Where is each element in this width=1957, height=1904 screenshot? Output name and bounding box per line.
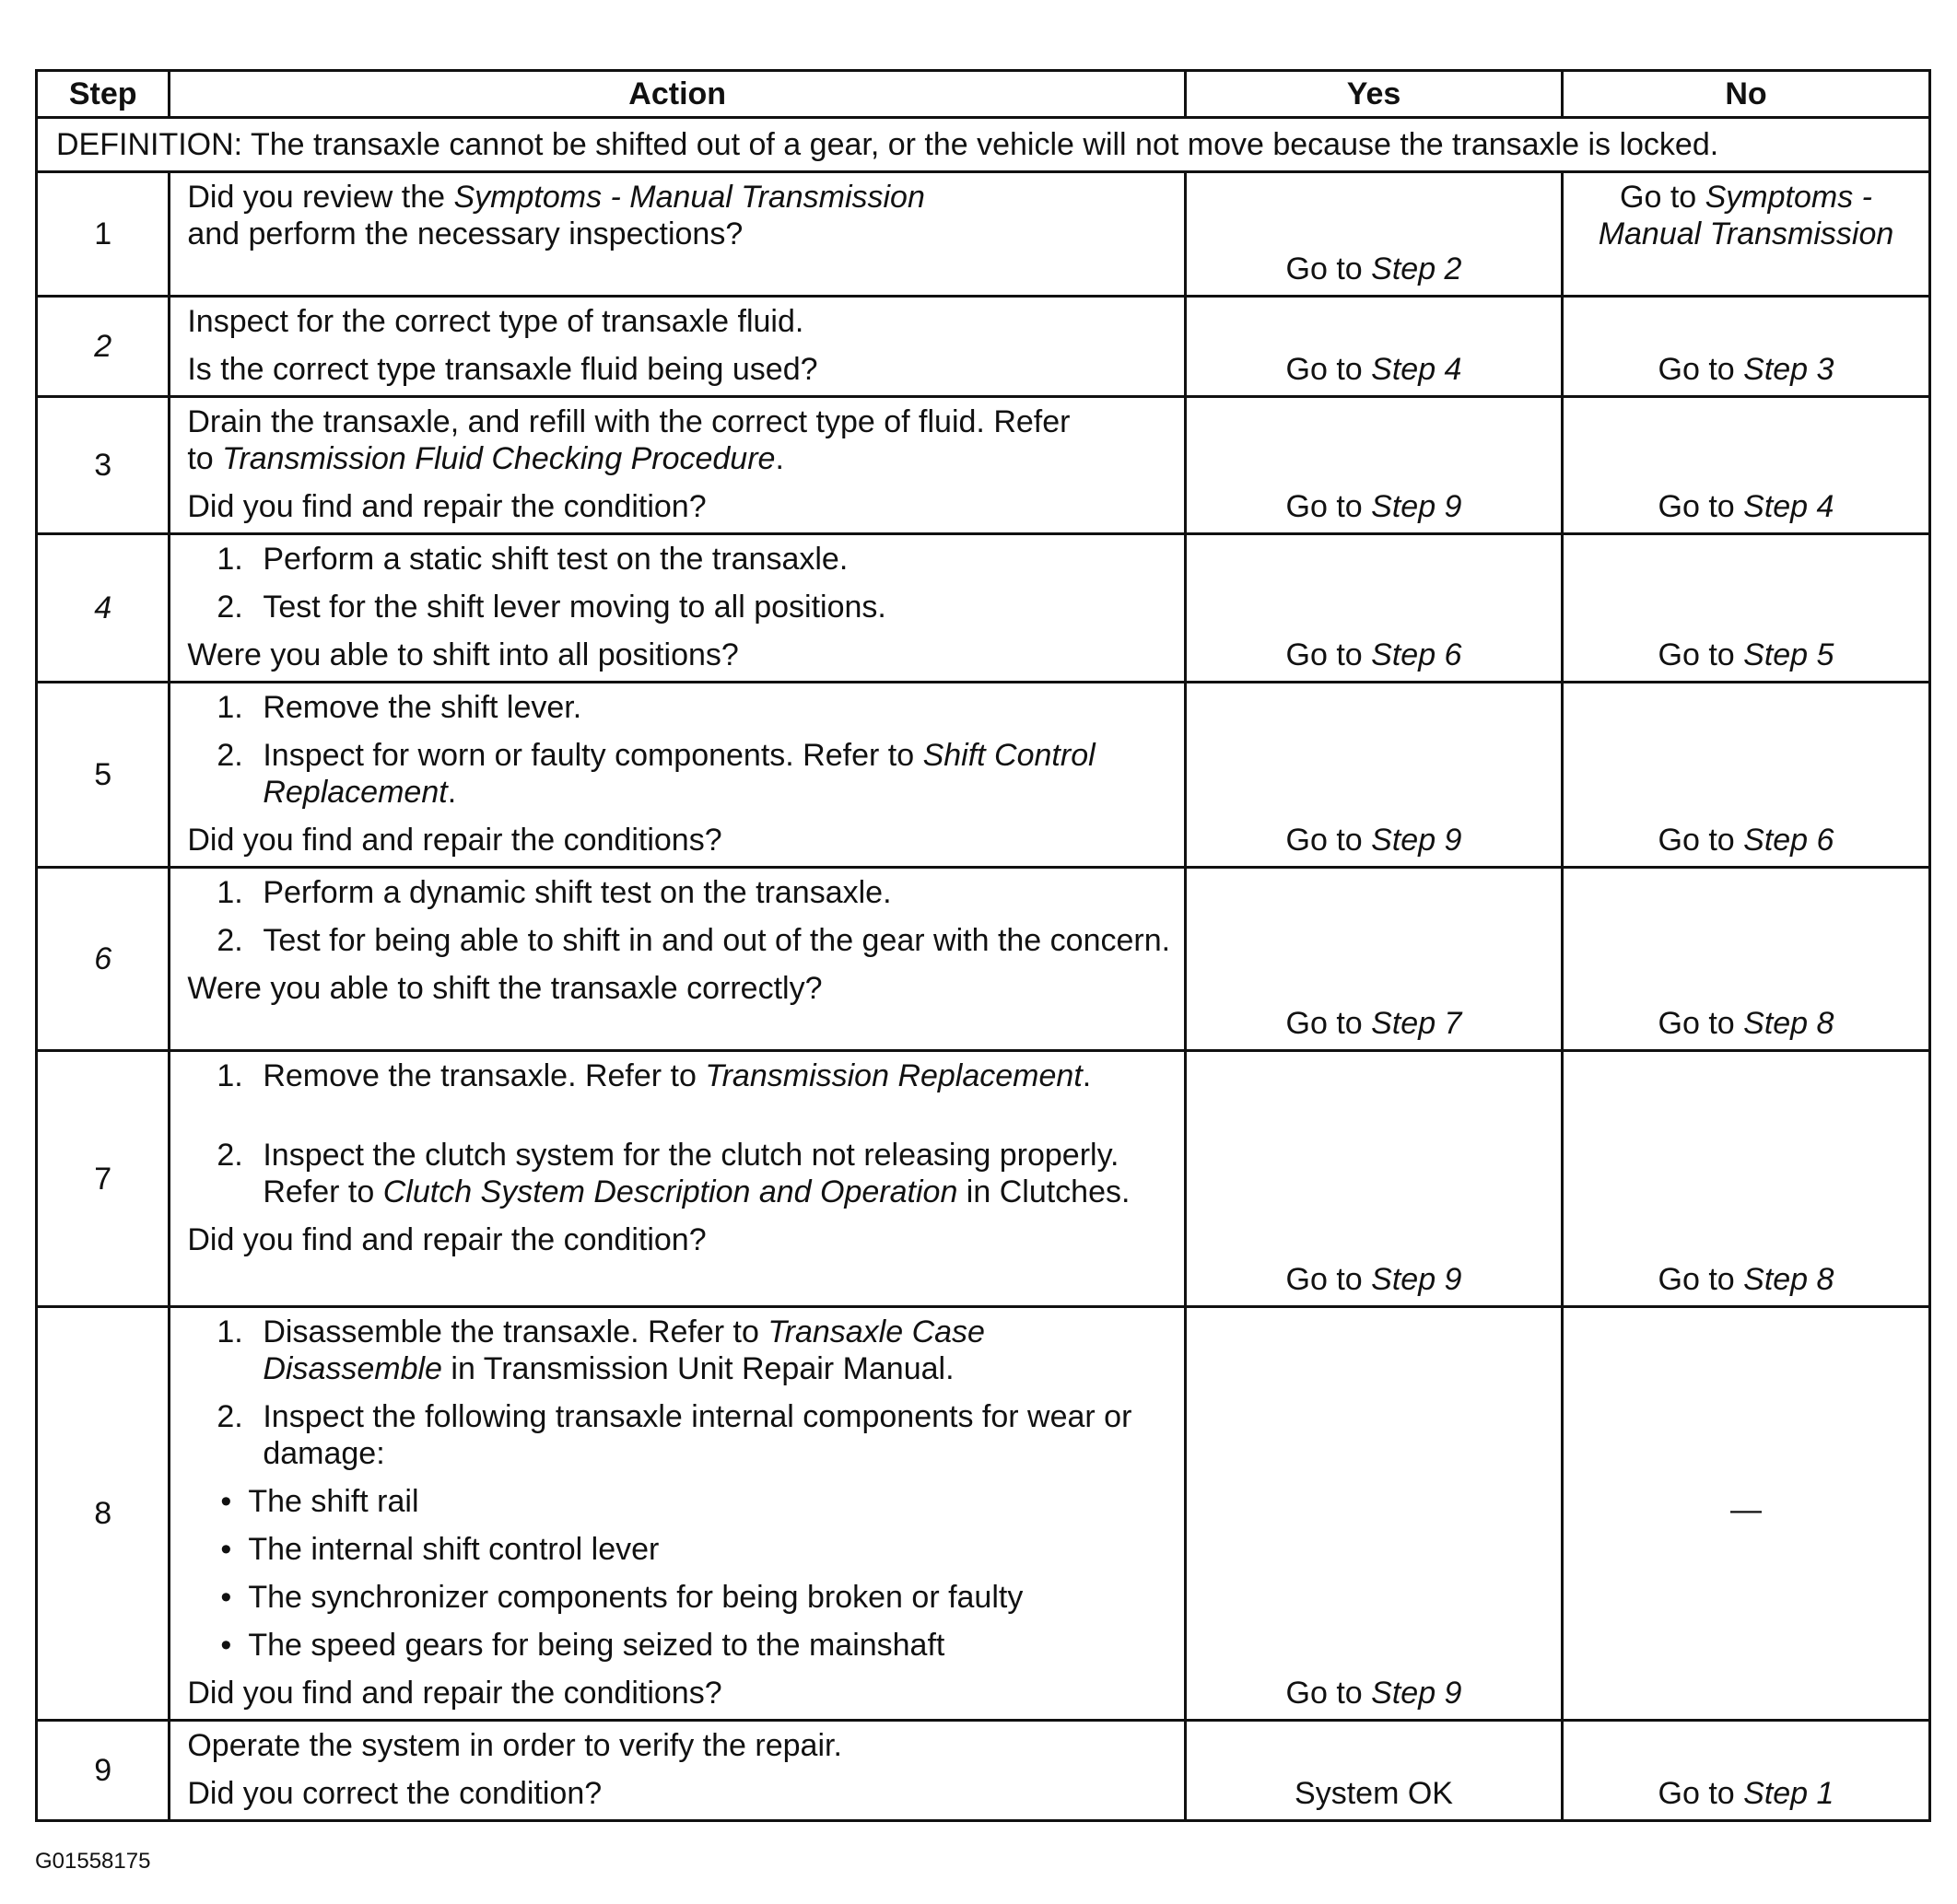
goto-text: Go to [1658, 1006, 1744, 1041]
step-ref: Step 2 [1371, 251, 1462, 286]
question-text: Were you able to shift the transaxle correctly? [187, 971, 823, 1006]
step-ref: Step 9 [1371, 1676, 1462, 1711]
yes-cell [1186, 297, 1563, 397]
step-ref: Step 8 [1743, 1006, 1834, 1041]
action-cell [170, 534, 1186, 683]
item-text: Test for being able to shift in and out of the gear with the concern. [263, 923, 1171, 958]
step-number-text: 4 [94, 590, 112, 625]
goto-text: Go to [1285, 1676, 1372, 1711]
step-ref: Step 9 [1371, 489, 1462, 524]
item-text: Disassemble the transaxle. Refer to [263, 1314, 768, 1349]
punctuation: . [775, 441, 784, 476]
yes-cell [1186, 1307, 1563, 1721]
item-text: Inspect the clutch system for the clutch not releasing properly. Refer to [263, 1138, 1119, 1209]
question-text: Were you able to shift into all positions? [187, 637, 739, 672]
item-text: in Transmission Unit Repair Manual. [441, 1351, 955, 1386]
bullet-glyph: • [220, 1628, 232, 1663]
numbered-item [187, 541, 1171, 578]
goto-text: Go to [1285, 1262, 1372, 1297]
bullet-text: The synchronizer components for being broken or faulty [248, 1580, 1024, 1615]
step-number: 7 [37, 1051, 170, 1307]
yes-cell: System OK [1186, 1721, 1563, 1821]
step-ref: Step 5 [1743, 637, 1834, 672]
goto-text: Go to [1658, 352, 1744, 387]
step-ref: Step 3 [1743, 352, 1834, 387]
step-ref: Step 9 [1371, 823, 1462, 858]
no-cell [1563, 1721, 1930, 1821]
question-text: Did you find and repair the condition? [187, 1222, 707, 1257]
step-number [37, 534, 170, 683]
step-ref: Step 6 [1743, 823, 1834, 858]
action-text: Operate the system in order to verify the repair. [187, 1728, 842, 1763]
goto-text: Go to [1658, 1776, 1744, 1811]
numbered-item [187, 737, 1171, 811]
step-ref: Step 1 [1743, 1776, 1834, 1811]
step-number-text: 2 [94, 329, 112, 364]
definition-text: DEFINITION: The transaxle cannot be shifted out of a gear, or the vehicle will not move because the transaxle is locked. [37, 118, 1930, 172]
numbered-item [187, 589, 1171, 625]
action-text: Did you review the [187, 180, 454, 215]
header-row [37, 71, 1930, 118]
step-row-2 [37, 297, 1930, 397]
bullet-glyph: • [220, 1532, 232, 1567]
goto-text: Go to [1285, 823, 1372, 858]
step-row-8 [37, 1307, 1930, 1721]
no-cell [1563, 172, 1930, 297]
step-number: 1 [37, 172, 170, 297]
bullet-glyph: • [220, 1580, 232, 1615]
no-cell [1563, 534, 1930, 683]
no-cell [1563, 297, 1930, 397]
goto-text: Go to [1658, 1262, 1744, 1297]
goto-text: Go to [1658, 637, 1744, 672]
header-action: Action [170, 71, 1186, 118]
step-number [37, 868, 170, 1051]
goto-text: Go to [1285, 637, 1372, 672]
item-text: Test for the shift lever moving to all positions. [263, 590, 886, 625]
bullet-text: The internal shift control lever [248, 1532, 660, 1567]
header-no: No [1563, 71, 1930, 118]
bullet-item [187, 1483, 1171, 1520]
yes-cell [1186, 397, 1563, 534]
yes-cell [1186, 1051, 1563, 1307]
action-cell [170, 683, 1186, 868]
goto-text: Go to [1285, 489, 1372, 524]
question-text: Is the correct type transaxle fluid being used? [187, 352, 818, 387]
step-ref: Step 9 [1371, 1262, 1462, 1297]
no-cell [1563, 868, 1930, 1051]
goto-text: Go to [1658, 489, 1744, 524]
diagnostic-table [35, 69, 1931, 1822]
numbered-item [187, 1398, 1171, 1472]
yes-cell [1186, 534, 1563, 683]
item-number: 1. [217, 542, 243, 577]
header-step: Step [37, 71, 170, 118]
step-row-5 [37, 683, 1930, 868]
reference-link: Symptoms - [1705, 180, 1872, 215]
punctuation: . [447, 775, 457, 810]
no-cell [1563, 397, 1930, 534]
item-text: Remove the shift lever. [263, 690, 582, 725]
action-cell [170, 172, 1186, 297]
numbered-item [187, 1137, 1171, 1210]
question-text: Did you find and repair the condition? [187, 489, 707, 524]
yes-cell [1186, 868, 1563, 1051]
goto-text: Go to [1285, 251, 1372, 286]
numbered-item [187, 689, 1171, 726]
reference-link: Manual Transmission [1598, 216, 1894, 251]
item-number: 2. [217, 1399, 243, 1434]
punctuation: . [1082, 1058, 1092, 1093]
no-cell: — [1563, 1307, 1930, 1721]
action-cell [170, 1721, 1186, 1821]
bullet-item [187, 1579, 1171, 1616]
step-number: 5 [37, 683, 170, 868]
numbered-item [187, 922, 1171, 959]
bullet-text: The speed gears for being seized to the mainshaft [248, 1628, 945, 1663]
step-row-7 [37, 1051, 1930, 1307]
item-text: Inspect the following transaxle internal components for wear or damage: [263, 1399, 1132, 1471]
step-ref: Step 4 [1743, 489, 1834, 524]
question-text: Did you correct the condition? [187, 1776, 603, 1811]
bullet-text: The shift rail [248, 1484, 419, 1519]
step-row-3 [37, 397, 1930, 534]
bullet-glyph: • [220, 1484, 232, 1519]
bullet-item [187, 1531, 1171, 1568]
item-text: Perform a dynamic shift test on the transaxle. [263, 875, 892, 910]
step-number [37, 297, 170, 397]
action-text: Drain the transaxle, and refill with the correct type of fluid. Refer [187, 404, 1071, 439]
item-number: 1. [217, 1314, 243, 1349]
numbered-item [187, 1314, 1171, 1387]
action-text: Inspect for the correct type of transaxle fluid. [187, 304, 804, 339]
reference-link: Symptoms - Manual Transmission [453, 180, 925, 215]
step-number: 3 [37, 397, 170, 534]
action-cell [170, 1051, 1186, 1307]
item-number: 2. [217, 590, 243, 625]
item-text: Perform a static shift test on the transaxle. [263, 542, 849, 577]
action-cell [170, 1307, 1186, 1721]
step-ref: Step 4 [1371, 352, 1462, 387]
yes-cell [1186, 683, 1563, 868]
action-cell [170, 397, 1186, 534]
item-text: Inspect for worn or faulty components. Refer to [263, 738, 923, 773]
no-cell [1563, 1051, 1930, 1307]
numbered-item [187, 1057, 1171, 1094]
step-ref: Step 6 [1371, 637, 1462, 672]
header-yes: Yes [1186, 71, 1563, 118]
item-number: 1. [217, 1058, 243, 1093]
yes-cell [1186, 172, 1563, 297]
reference-link: Transmission Replacement [705, 1058, 1083, 1093]
step-number: 8 [37, 1307, 170, 1721]
step-ref: Step 7 [1371, 1006, 1462, 1041]
step-row-6 [37, 868, 1930, 1051]
no-cell [1563, 683, 1930, 868]
question-text: Did you find and repair the conditions? [187, 1676, 722, 1711]
numbered-item [187, 874, 1171, 911]
bullet-item [187, 1627, 1171, 1664]
reference-link: Transaxle Case Disassemble [263, 1314, 985, 1386]
step-ref: Step 8 [1743, 1262, 1834, 1297]
item-text: Remove the transaxle. Refer to [263, 1058, 706, 1093]
item-number: 2. [217, 738, 243, 773]
step-number: 9 [37, 1721, 170, 1821]
reference-link: Clutch System Description and Operation [382, 1174, 958, 1209]
goto-text: Go to [1620, 180, 1705, 215]
goto-text: Go to [1285, 352, 1372, 387]
figure-id: G01558175 [35, 1849, 151, 1874]
definition-row [37, 118, 1930, 172]
action-text: to [187, 441, 223, 476]
item-text: in Clutches. [957, 1174, 1131, 1209]
item-number: 1. [217, 690, 243, 725]
action-text: and perform the necessary inspections? [187, 216, 744, 251]
step-number-text: 6 [94, 941, 112, 976]
goto-text: Go to [1658, 823, 1744, 858]
item-number: 1. [217, 875, 243, 910]
action-cell [170, 297, 1186, 397]
step-row-9 [37, 1721, 1930, 1821]
action-cell [170, 868, 1186, 1051]
step-row-1 [37, 172, 1930, 297]
reference-link: Transmission Fluid Checking Procedure [222, 441, 776, 476]
item-number: 2. [217, 923, 243, 958]
item-number: 2. [217, 1138, 243, 1173]
reference-link: Shift Control Replacement [263, 738, 1096, 810]
question-text: Did you find and repair the conditions? [187, 823, 722, 858]
goto-text: Go to [1285, 1006, 1372, 1041]
step-row-4 [37, 534, 1930, 683]
